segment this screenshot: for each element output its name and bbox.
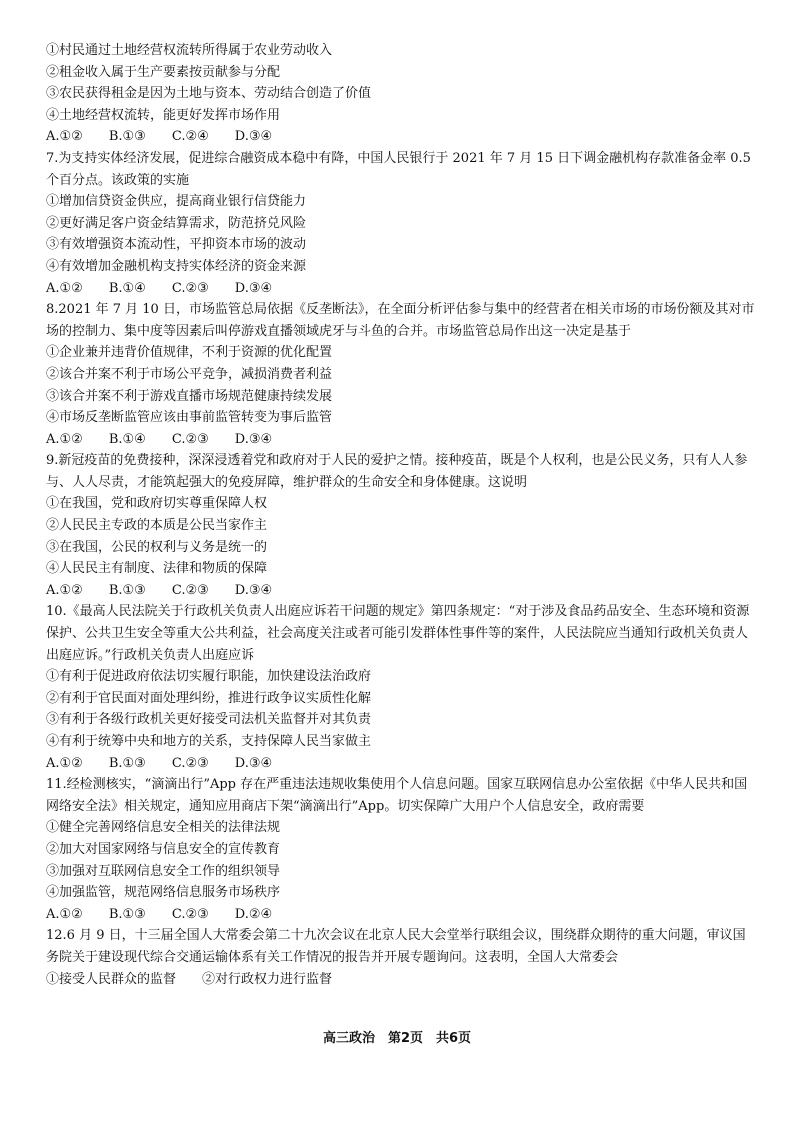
q7-stem: 7.为支持实体经济发展，促进综合融资成本稳中有降，中国人民银行于 2021 年 7 月 15 日下调金融机构存款准备金率 0.5 个百分点。该政策的实施: [46, 150, 751, 188]
q10-option-d: D.③④: [234, 755, 273, 771]
q6-option-a: A.①②: [46, 129, 83, 145]
q11-options: [46, 904, 756, 926]
q10-stem: 10.《最高人民法院关于行政机关负责人出庭应诉若干问题的规定》第四条规定：“对于涉及食品药品安全、生态环境和资源保护、公共卫生安全等重大公共利益，社会高度关注或者可能引发群体性事件等的案件，人民法院应当通知行政机关负责人出庭应诉。”行政机关负责人出庭应诉: [46, 604, 750, 663]
question-8: [46, 299, 756, 450]
q8-option-d: D.③④: [234, 431, 273, 447]
question-10: [46, 601, 756, 774]
q6-item-4: ④土地经营权流转，能更好发挥市场作用: [46, 107, 281, 123]
q7-option-a: A.①②: [46, 280, 83, 296]
q10-option-b: B.①③: [108, 755, 146, 771]
q8-option-a: A.①②: [46, 431, 83, 447]
q11-option-b: B.①③: [108, 906, 146, 922]
q10-item-4: ④有利于统筹中央和地方的关系，支持保障人民当家做主: [46, 734, 372, 749]
q8-item-3: ③该合并案不利于游戏直播市场规范健康持续发展: [46, 388, 333, 404]
question-11: [46, 774, 756, 925]
question-7: [46, 148, 756, 299]
question-12: [46, 925, 756, 990]
exam-page: [46, 40, 756, 990]
q12-items-inline: ①接受人民群众的监督 ②对行政权力进行监督: [46, 971, 333, 987]
page-footer: 高三政治 第2页 共6页: [322, 1031, 472, 1046]
q9-option-c: C.②③: [171, 582, 209, 598]
q11-option-d: D.②④: [234, 906, 273, 922]
q11-item-3: ③加强对互联网信息安全工作的组织领导: [46, 863, 281, 879]
q11-item-4: ④加强监管，规范网络信息服务市场秩序: [46, 885, 281, 901]
q10-item-2: ②有利于官民面对面处理纠纷，推进行政争议实质性化解: [46, 690, 372, 706]
q10-option-c: C.②③: [171, 755, 209, 771]
q9-option-d: D.③④: [234, 582, 273, 598]
q11-stem: 11.经检测核实，“滴滴出行”App 存在严重违法违规收集使用个人信息问题。国家互联网信息办公室依据《中华人民共和国网络安全法》相关规定，通知应用商店下架“滴滴出行”App。切实保障广大用户个人信息安全，政府需要: [46, 777, 748, 814]
q12-stem: 12.6 月 9 日，十三届全国人大常委会第二十九次会议在北京人民大会堂举行联组会议，围绕群众期待的重大问题，审议国务院关于建设现代综合交通运输体系有关工作情况的报告并开展专题询问。这表明，全国人大常委会: [46, 928, 746, 965]
q9-item-4: ④人民民主有制度、法律和物质的保障: [46, 561, 268, 577]
q7-option-d: D.③④: [234, 280, 273, 296]
q9-stem: 9.新冠疫苗的免费接种，深深浸透着党和政府对于人民的爱护之情。接种疫苗，既是个人权利，也是公民义务，只有人人参与、人人尽责，才能筑起强大的免疫屏障，维护群众的生命安全和身体健康。这说明: [46, 453, 748, 490]
q10-options: [46, 753, 756, 775]
q11-option-c: C.②③: [171, 906, 209, 922]
q10-option-a: A.①②: [46, 755, 83, 771]
q6-item-2: ②租金收入属于生产要素按贡献参与分配: [46, 64, 281, 80]
q6-option-d: D.③④: [234, 129, 273, 145]
q7-option-c: C.②③: [171, 280, 209, 296]
q8-item-4: ④市场反垄断监管应该由事前监管转变为事后监管: [46, 410, 333, 426]
q8-options: [46, 429, 756, 451]
q11-item-2: ②加大对国家网络与信息安全的宣传教育: [46, 841, 281, 857]
q7-item-4: ④有效增加金融机构支持实体经济的资金来源: [46, 258, 307, 274]
q7-item-3: ③有效增强资本流动性，平抑资本市场的波动: [46, 237, 307, 253]
q9-option-a: A.①②: [46, 582, 83, 598]
question-6-items: [46, 40, 756, 148]
q8-option-b: B.①④: [108, 431, 146, 447]
q6-options: [46, 126, 756, 148]
q7-item-2: ②更好满足客户资金结算需求，防范挤兑风险: [46, 215, 307, 231]
q8-item-1: ①企业兼并违背价值规律，不利于资源的优化配置: [46, 345, 333, 361]
q6-option-c: C.②④: [171, 129, 209, 145]
q9-item-2: ②人民民主专政的本质是公民当家作主: [46, 518, 268, 534]
q11-item-1: ①健全完善网络信息安全相关的法律法规: [46, 820, 281, 836]
q9-option-b: B.①③: [108, 582, 146, 598]
q7-options: [46, 278, 756, 300]
q11-option-a: A.①②: [46, 906, 83, 922]
q10-item-1: ①有利于促进政府依法切实履行职能，加快建设法治政府: [46, 669, 372, 685]
q6-option-b: B.①③: [108, 129, 146, 145]
q8-stem: 8.2021 年 7 月 10 日，市场监管总局依据《反垄断法》，在全面分析评估参与集中的经营者在相关市场的市场份额及其对市场的控制力、集中度等因素后叫停游戏直播领域虎牙与斗鱼的合并。市场监管总局作出这一决定是基于: [46, 302, 755, 339]
q10-item-3: ③有利于各级行政机关更好接受司法机关监督并对其负责: [46, 712, 372, 728]
q7-option-b: B.①④: [108, 280, 146, 296]
question-9: [46, 450, 756, 601]
q6-item-1: ①村民通过土地经营权流转所得属于农业劳动收入: [46, 43, 333, 58]
q8-option-c: C.②③: [171, 431, 209, 447]
q9-item-1: ①在我国，党和政府切实尊重保障人权: [46, 496, 268, 512]
q6-item-3: ③农民获得租金是因为土地与资本、劳动结合创造了价值: [46, 86, 372, 102]
q7-item-1: ①增加信贷资金供应，提高商业银行信贷能力: [46, 194, 307, 210]
q9-item-3: ③在我国，公民的权利与义务是统一的: [46, 539, 268, 555]
q9-options: [46, 580, 756, 602]
q8-item-2: ②该合并案不利于市场公平竞争，减损消费者利益: [46, 366, 333, 382]
